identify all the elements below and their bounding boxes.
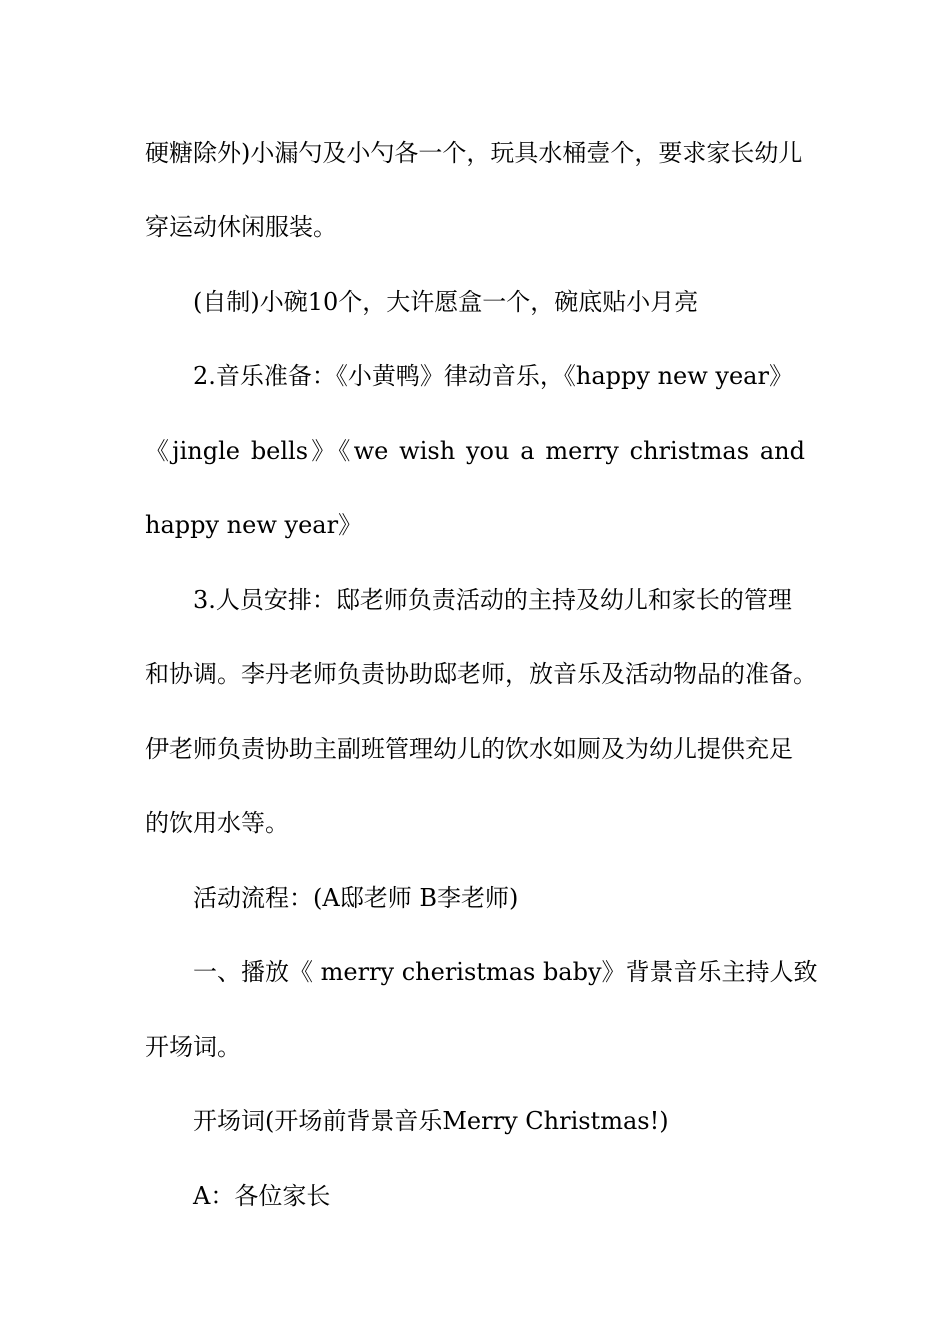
- paragraph-line-10: 的饮用水等。: [145, 809, 289, 837]
- paragraph-line-2: 穿运动休闲服装。: [145, 213, 337, 241]
- paragraph-line-6: happy new year》: [145, 511, 363, 539]
- paragraph-line-5: 《jingle bells》《we wish you a merry christmas and: [145, 437, 805, 465]
- paragraph-line-14: 开场词(开场前背景音乐Merry Christmas!): [193, 1107, 669, 1135]
- paragraph-line-7: 3.人员安排：邸老师负责活动的主持及幼儿和家长的管理: [193, 586, 792, 614]
- paragraph-line-12: 一、播放《 merry cheristmas baby》背景音乐主持人致: [193, 958, 818, 986]
- paragraph-line-11: 活动流程：(A邸老师 B李老师): [193, 884, 519, 912]
- paragraph-line-1: 硬糖除外)小漏勺及小勺各一个，玩具水桶壹个，要求家长幼儿: [145, 139, 803, 167]
- paragraph-line-3: (自制)小碗10个，大许愿盒一个，碗底贴小月亮: [193, 288, 699, 316]
- paragraph-line-4: 2.音乐准备：《小黄鸭》律动音乐，《happy new year》: [193, 362, 793, 390]
- paragraph-line-8: 和协调。李丹老师负责协助邸老师，放音乐及活动物品的准备。: [145, 660, 817, 688]
- paragraph-line-15: A：各位家长: [193, 1182, 331, 1210]
- paragraph-line-13: 开场词。: [145, 1033, 241, 1061]
- paragraph-line-9: 伊老师负责协助主副班管理幼儿的饮水如厕及为幼儿提供充足: [145, 735, 793, 763]
